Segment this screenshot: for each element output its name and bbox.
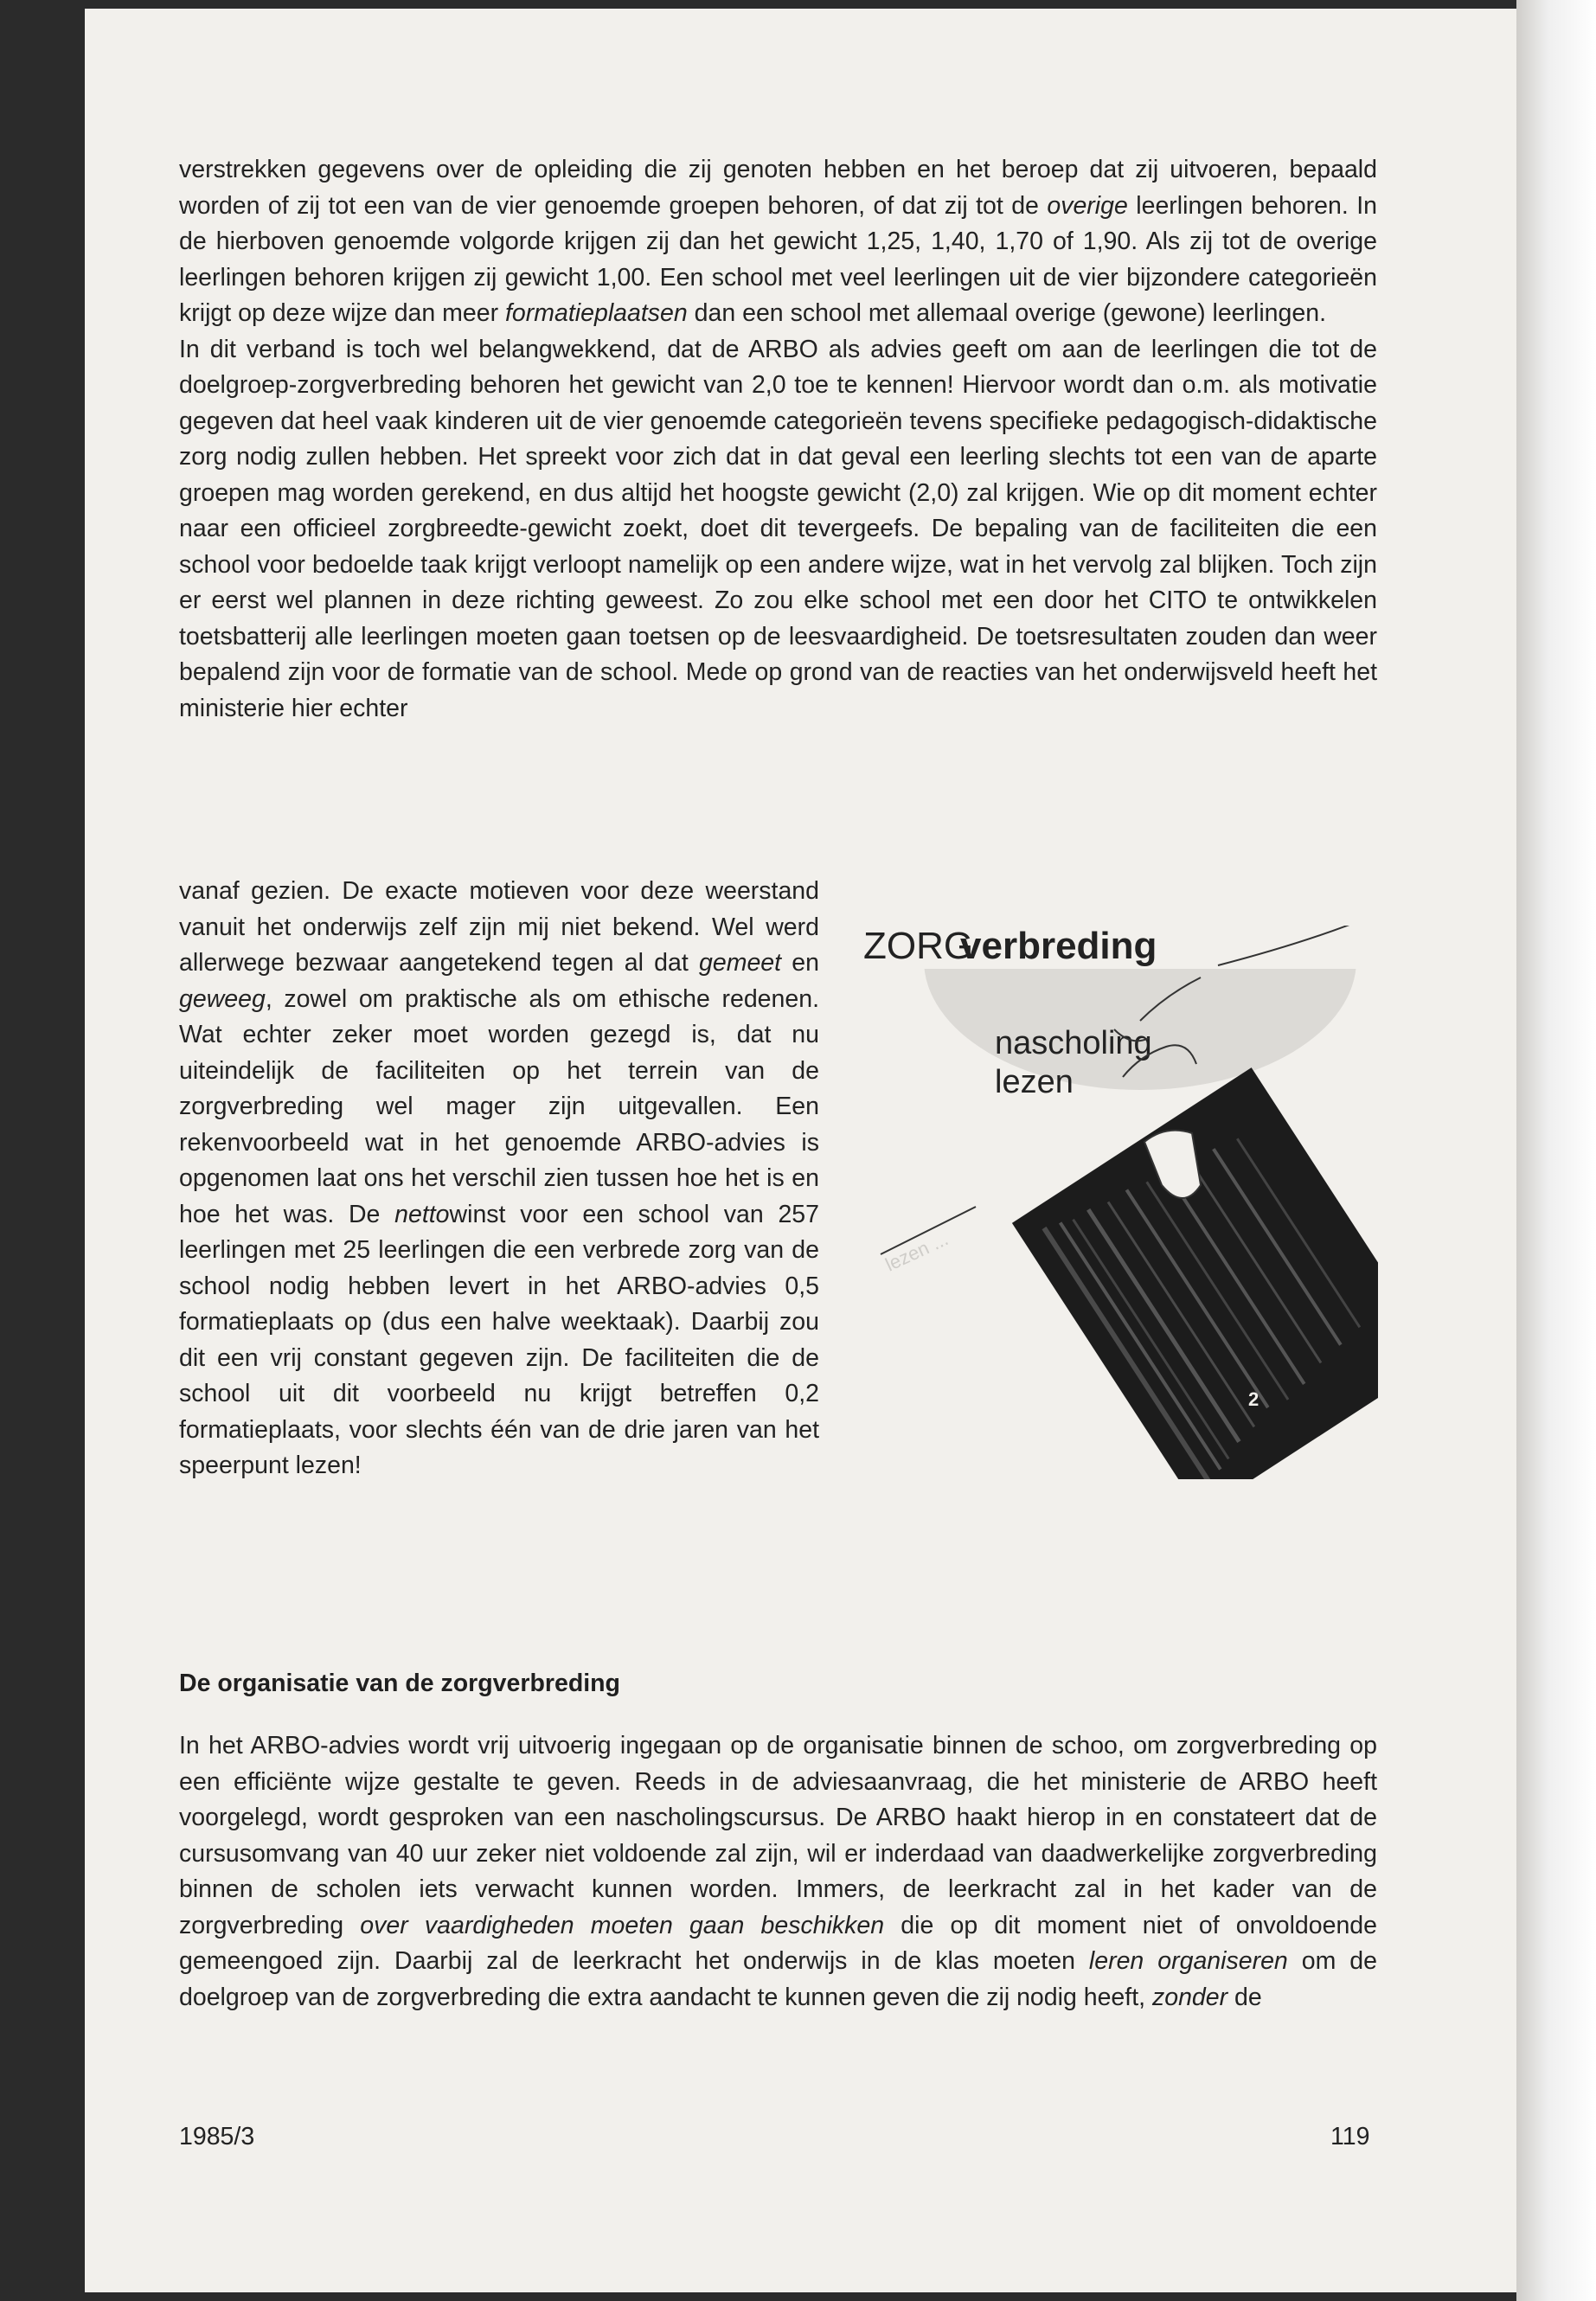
footer-issue: 1985/3 [179,2123,255,2150]
footer-page-number: 119 [1330,2123,1370,2150]
illustration-subtitle-line2: lezen [995,1064,1074,1100]
zorgverbreding-illustration [855,926,1378,1479]
page-edge-shadow [1516,0,1596,2301]
section-heading: De organisatie van de zorgverbreding [179,1670,620,1697]
body-paragraph-wrapped: vanaf gezien. De exacte motieven voor deze weerstand vanuit het onderwijs zelf zijn mij niet bekend. Wel werd allerwege bezwaar aangetekend tegen al dat gemeet en geweeg, zowel om praktische als om ethische redenen. Wat echter zeker moet worden gezegd is, dat nu uiteindelijk de faciliteiten op het terrein van de zorgverbreding wel mager zijn uitgevallen. Een rekenvoorbeeld wat in het genoemde ARBO-advies is opgenomen laat ons het verschil zien tussen hoe het is en hoe het was. De nettowinst voor een school van 257 leerlingen met 25 leerlingen die een verbrede zorg van de school nodig hebben levert in het ARBO-advies 0,5 formatieplaats op (dus een halve weektaak). Daarbij zou dit een vrij constant gegeven zijn. De faciliteiten die de school uit dit voorbeeld nu krijgt betreffen 0,2 formatieplaats, voor slechts één van de drie jaren van het speerpunt lezen! [179,877,819,1479]
illustration-title-bold: verbreding [960,926,1157,967]
body-paragraph-top: verstrekken gegevens over de opleiding die zij genoten hebben en het beroep dat zij uitvoeren, bepaald worden of zij tot een van de vier genoemde groepen behoren, of dat zij tot de overige leerlingen behoren. In de hierboven genoemde volgorde krijgen zij dan het gewicht 1,25, 1,40, 1,70 of 1,90. Als zij tot de overige leerlingen behoren krijgen zij gewicht 1,00. Een school met veel leerlingen uit de vier bijzondere categorieën krijgt op deze wijze dan meer formatieplaatsen dan een school met allemaal overige (gewone) leerlingen. In dit verband is toch wel belangwekkend, dat de ARBO als advies geeft om aan de leerlingen die tot de doelgroep-zorgverbreding behoren het gewicht van 2,0 toe te kennen! Hiervoor wordt dan o.m. als motivatie gegeven dat heel vaak kinderen uit de vier genoemde categorieën tevens specifieke pedagogisch-didaktische zorg nodig zullen hebben. Het spreekt voor zich dat in dat geval een leerling slechts tot een van de aparte groepen mag worden gerekend, en dus altijd het hoogste gewicht (2,0) zal krijgen. Wie op dit moment echter naar een officieel zorgbreedte-gewicht zoekt, doet dit tevergeefs. De bepaling van de faciliteiten die een school voor bedoelde taak krijgt verloopt namelijk op een andere wijze, wat in het vervolg zal blijken. Toch zijn er eerst wel plannen in deze richting geweest. Zo zou elke school met een door het CITO te ontwikkelen toetsbatterij alle leerlingen moeten gaan toetsen op de leesvaardigheid. De toetsresultaten zouden dan weer bepalend zijn voor de formatie van de school. Mede op grond van de reacties van het onderwijsveld heeft het ministerie hier echter [179,156,1377,722]
book-shape [1012,1067,1378,1479]
svg-text:lezen ...: lezen ... [881,1227,952,1276]
book-page-number: 2 [1248,1388,1259,1410]
body-paragraph-bottom: In het ARBO-advies wordt vrij uitvoerig ingegaan op de organisatie binnen de schoo, om zorgverbreding op een efficiënte wijze gestalte te geven. Reeds in de adviesaanvraag, die het ministerie de ARBO heeft voorgelegd, wordt gesproken van een nascholingscursus. De ARBO haakt hierop in en constateert dat de cursusomvang van 40 uur zeker niet voldoende zal zijn, wil er inderdaad van daadwerkelijke zorgverbreding binnen de scholen iets verwacht kunnen worden. Immers, de leerkracht zal in het kader van de zorgverbreding over vaardigheden moeten gaan beschikken die op dit moment niet of onvoldoende gemeengoed zijn. Daarbij zal de leerkracht het onderwijs in de klas moeten leren organiseren om de doelgroep van de zorgverbreding die extra aandacht te kunnen geven die zij nodig heeft, zonder de [179,1732,1378,2011]
illustration-title-light: ZORG [863,926,974,967]
illustration-subtitle-line1: nascholing [995,1025,1152,1061]
